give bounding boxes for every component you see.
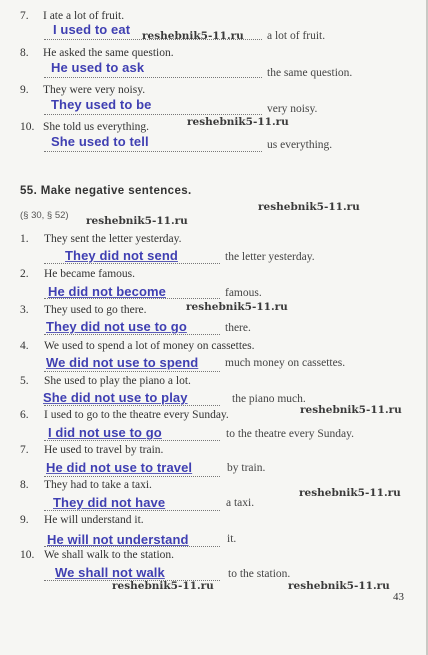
watermark: reshebnik5-11.ru [300,404,402,416]
item-number: 9. [20,84,29,96]
watermark: reshebnik5-11.ru [299,487,401,499]
answer-handwritten: She used to tell [51,134,149,149]
question-text: She used to play the piano a lot. [44,375,191,387]
answer-line [44,298,220,299]
answer-handwritten: They did not send [65,248,178,263]
answer-handwritten: They did not use to go [46,319,187,334]
question-text: He used to travel by train. [44,444,164,456]
answer-handwritten: He did not use to travel [46,460,193,475]
answer-line [44,263,220,264]
answer-line [44,405,220,406]
exercise-title: 55. Make negative sentences. [20,185,192,197]
sentence-tail: famous. [225,287,262,299]
item-number: 4. [20,340,29,352]
sentence-tail: us everything. [267,139,333,151]
answer-line [44,77,262,78]
item-number: 10. [20,549,35,561]
question-text: He asked the same question. [43,47,174,59]
watermark: reshebnik5-11.ru [186,301,288,313]
answer-line [44,151,262,152]
sentence-tail: it. [227,533,237,545]
question-text: She told us everything. [43,121,150,133]
sentence-tail: the same question. [267,67,353,79]
sentence-tail: much money on cassettes. [225,357,346,369]
item-number: 9. [20,514,29,526]
question-text: I used to go to the theatre every Sunday. [44,409,229,421]
watermark: reshebnik5-11.ru [258,201,360,213]
item-number: 10. [20,121,35,133]
sentence-tail: to the theatre every Sunday. [226,428,354,440]
question-text: They sent the letter yesterday. [44,233,182,245]
sentence-tail: there. [225,322,251,334]
watermark: reshebnik5-11.ru [86,215,188,227]
answer-line [44,476,220,477]
answer-handwritten: They did not have [53,495,166,510]
sentence-tail: a lot of fruit. [267,30,326,42]
answer-line [44,114,262,115]
question-text: We shall walk to the station. [44,549,175,561]
item-number: 7. [20,444,29,456]
question-text: They had to take a taxi. [44,479,152,491]
answer-handwritten: He did not become [48,284,166,299]
question-text: We used to spend a lot of money on cassettes. [44,340,255,352]
item-number: 5. [20,375,29,387]
sentence-tail: the letter yesterday. [225,251,315,263]
sentence-tail: a taxi. [226,497,255,509]
answer-handwritten: She did not use to play [43,390,188,405]
answer-handwritten: They used to be [51,97,152,112]
answer-handwritten: He will not understand [47,532,189,547]
sentence-tail: the piano much. [232,393,306,405]
sentence-tail: to the station. [228,568,291,580]
item-number: 8. [20,47,29,59]
item-number: 8. [20,479,29,491]
question-text: He will understand it. [44,514,144,526]
watermark: reshebnik5-11.ru [288,580,390,592]
answer-handwritten: He used to ask [51,60,145,75]
item-number: 2. [20,268,29,280]
answer-handwritten: I did not use to go [48,425,162,440]
answer-line [44,546,220,547]
grammar-reference: (§ 30, § 52) [20,210,69,221]
question-text: I ate a lot of fruit. [43,10,125,22]
answer-handwritten: I used to eat [53,22,131,37]
answer-line [44,334,220,335]
watermark: reshebnik5-11.ru [187,116,289,128]
item-number: 6. [20,409,29,421]
item-number: 7. [20,10,29,22]
answer-handwritten: We did not use to spend [46,355,199,370]
question-text: They were very noisy. [43,84,146,96]
watermark: reshebnik5-11.ru [112,580,214,592]
page-number: 43 [393,591,404,603]
item-number: 3. [20,304,29,316]
answer-line [44,371,220,372]
question-text: They used to go there. [44,304,147,316]
item-number: 1. [20,233,29,245]
answer-line [44,510,220,511]
sentence-tail: by train. [227,462,266,474]
answer-handwritten: We shall not walk [55,565,165,580]
answer-line [44,440,220,441]
watermark: reshebnik5-11.ru [142,30,244,42]
question-text: He became famous. [44,268,136,280]
sentence-tail: very noisy. [267,103,318,115]
